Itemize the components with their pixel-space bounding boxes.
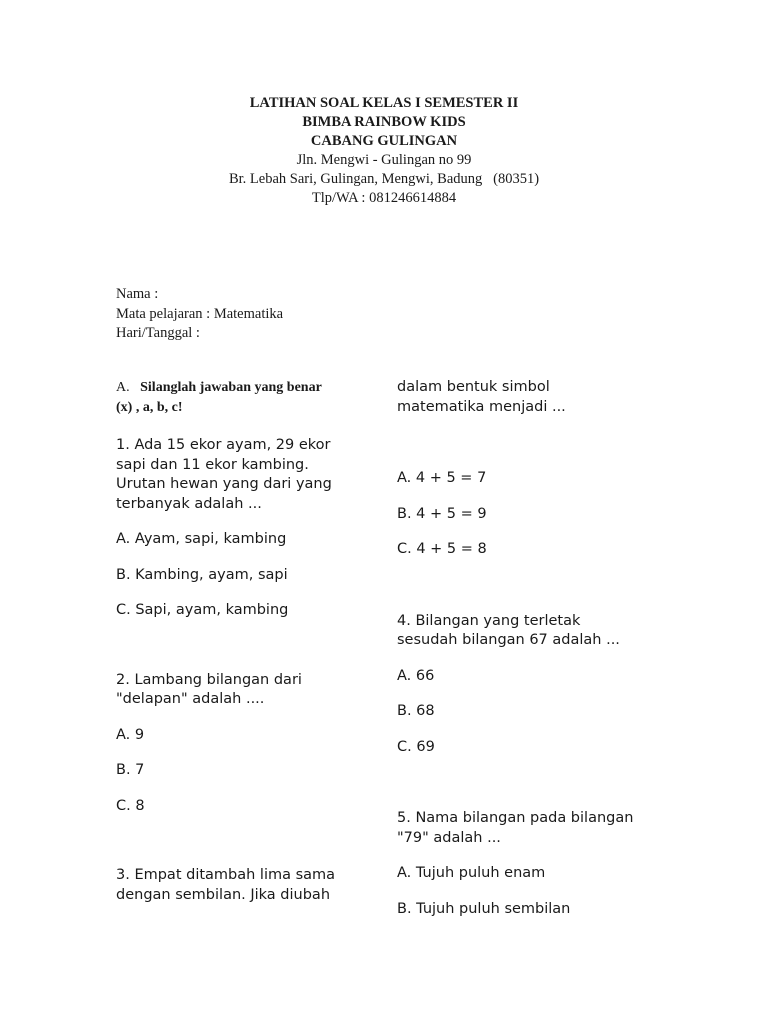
question-text-line: matematika menjadi ... (397, 398, 566, 415)
answer-option[interactable]: B. Kambing, ayam, sapi (116, 566, 288, 583)
question-text-line: 3. Empat ditambah lima sama (116, 867, 336, 883)
question-text-line: terbanyak adalah ... (116, 495, 262, 512)
question-text-line: "79" adalah ... (397, 829, 501, 846)
question-3-continued (397, 378, 647, 560)
question-text-line: "delapan" adalah .... (116, 691, 265, 707)
question-text-line: 2. Lambang bilangan dari (116, 671, 302, 688)
section-heading (116, 378, 366, 418)
question-text-line: 1. Ada 15 ekor ayam, 29 ekor (116, 437, 331, 453)
answer-option[interactable]: B. 7 (116, 762, 145, 778)
answer-option[interactable]: A. 66 (397, 667, 435, 684)
question-text-line: 4. Bilangan yang terletak (397, 612, 581, 629)
answer-option[interactable]: C. 8 (116, 797, 145, 814)
left-column (116, 378, 366, 905)
question-text-line: 5. Nama bilangan pada bilangan (397, 810, 634, 826)
branch-name: CABANG GULINGAN (310, 133, 458, 149)
answer-option[interactable]: C. 4 + 5 = 8 (397, 541, 487, 557)
question-text-line: dalam bentuk simbol (397, 379, 550, 395)
answer-option[interactable]: C. Sapi, ayam, kambing (116, 602, 289, 618)
section-letter: A. (116, 380, 130, 395)
question-text-line: sesudah bilangan 67 adalah ... (397, 632, 620, 648)
organization-name: BIMBA RAINBOW KIDS (302, 114, 466, 130)
address-line-2: Br. Lebah Sari, Gulingan, Mengwi, Badung (80351) (228, 171, 540, 187)
name-field-label: Nama : (116, 286, 159, 302)
answer-option[interactable]: A. Tujuh puluh enam (397, 865, 546, 881)
answer-option[interactable]: C. 69 (397, 738, 435, 755)
answer-option[interactable]: B. 4 + 5 = 9 (397, 505, 487, 522)
phone-number: Tlp/WA : 081246614884 (311, 190, 457, 206)
question-5 (397, 809, 647, 919)
question-1 (116, 436, 366, 621)
answer-option[interactable]: A. 9 (116, 726, 145, 743)
section-instruction-line-2: (x) , a, b, c! (116, 400, 183, 415)
date-field-label: Hari/Tanggal : (116, 325, 200, 341)
question-2 (116, 671, 366, 817)
question-3-start (116, 866, 366, 905)
document-header (0, 94, 768, 208)
answer-option[interactable]: B. 68 (397, 703, 435, 719)
question-4 (397, 612, 647, 758)
subject-label: Mata pelajaran : Matematika (116, 305, 284, 322)
right-column (397, 378, 647, 919)
section-instruction-line-1: Silanglah jawaban yang benar (140, 380, 322, 395)
question-text-line: dengan sembilan. Jika diubah (116, 886, 331, 903)
answer-option[interactable]: A. 4 + 5 = 7 (397, 470, 487, 486)
student-info (116, 285, 283, 344)
document-title: LATIHAN SOAL KELAS I SEMESTER II (249, 95, 519, 111)
answer-option[interactable]: B. Tujuh puluh sembilan (397, 900, 571, 917)
address-line-1: Jln. Mengwi - Gulingan no 99 (296, 152, 472, 168)
question-text-line: Urutan hewan yang dari yang (116, 476, 332, 492)
answer-option[interactable]: A. Ayam, sapi, kambing (116, 531, 287, 547)
question-text-line: sapi dan 11 ekor kambing. (116, 456, 309, 473)
